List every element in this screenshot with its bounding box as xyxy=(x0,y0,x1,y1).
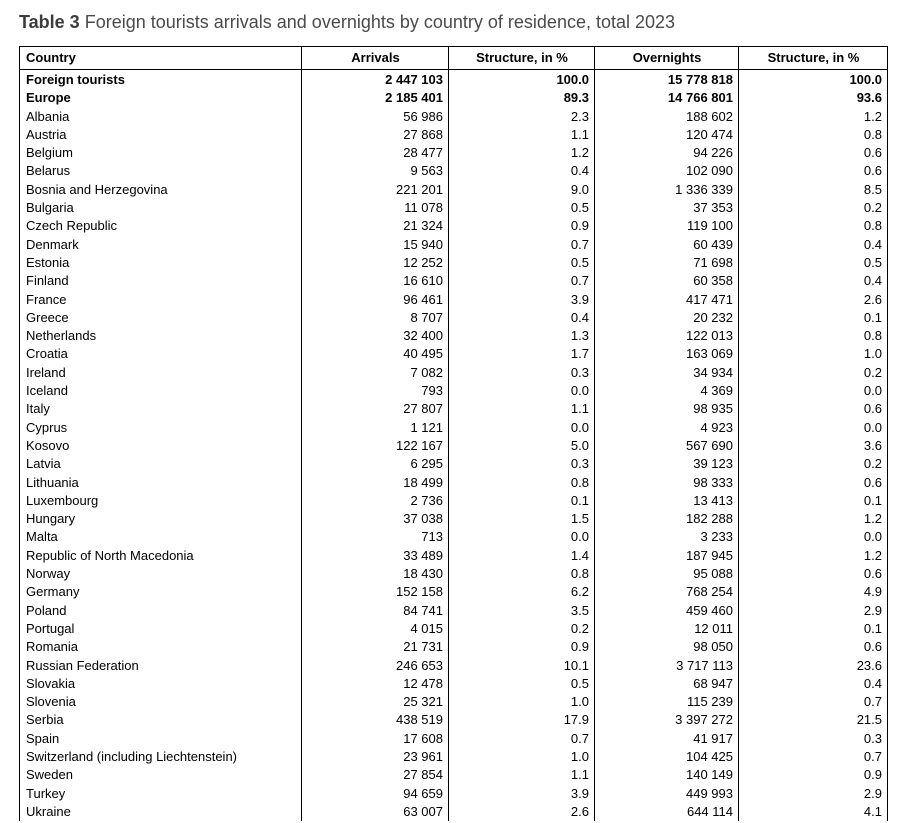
arrivals-cell: 4 015 xyxy=(302,620,449,638)
table-row xyxy=(20,144,888,162)
arrivals-cell: 15 940 xyxy=(302,236,449,254)
arrivals-cell: 11 078 xyxy=(302,199,449,217)
overnights-cell: 3 397 272 xyxy=(595,711,739,729)
overnights-structure-cell: 0.6 xyxy=(739,474,888,492)
table-row xyxy=(20,108,888,126)
overnights-cell: 71 698 xyxy=(595,254,739,272)
table-row xyxy=(20,236,888,254)
table-row xyxy=(20,730,888,748)
arrivals-structure-cell: 0.2 xyxy=(449,620,595,638)
arrivals-structure-cell: 2.3 xyxy=(449,108,595,126)
overnights-structure-cell: 0.5 xyxy=(739,254,888,272)
arrivals-cell: 2 736 xyxy=(302,492,449,510)
country-cell: Cyprus xyxy=(20,419,302,437)
arrivals-structure-cell: 5.0 xyxy=(449,437,595,455)
overnights-structure-cell: 0.4 xyxy=(739,236,888,254)
overnights-cell: 4 369 xyxy=(595,382,739,400)
arrivals-structure-cell: 0.9 xyxy=(449,638,595,656)
country-cell: Germany xyxy=(20,583,302,601)
overnights-structure-cell: 1.2 xyxy=(739,108,888,126)
overnights-structure-cell: 0.6 xyxy=(739,400,888,418)
arrivals-cell: 17 608 xyxy=(302,730,449,748)
overnights-cell: 187 945 xyxy=(595,547,739,565)
arrivals-cell: 12 478 xyxy=(302,675,449,693)
overnights-structure-cell: 0.6 xyxy=(739,162,888,180)
overnights-structure-cell: 0.0 xyxy=(739,528,888,546)
arrivals-cell: 7 082 xyxy=(302,364,449,382)
arrivals-structure-cell: 1.4 xyxy=(449,547,595,565)
country-cell: Serbia xyxy=(20,711,302,729)
arrivals-structure-cell: 1.1 xyxy=(449,400,595,418)
overnights-structure-cell: 0.0 xyxy=(739,382,888,400)
arrivals-cell: 33 489 xyxy=(302,547,449,565)
overnights-cell: 98 935 xyxy=(595,400,739,418)
overnights-cell: 14 766 801 xyxy=(595,89,739,107)
overnights-cell: 37 353 xyxy=(595,199,739,217)
country-cell: Netherlands xyxy=(20,327,302,345)
overnights-structure-cell: 93.6 xyxy=(739,89,888,107)
table-row xyxy=(20,70,888,90)
arrivals-structure-cell: 0.4 xyxy=(449,162,595,180)
table-row xyxy=(20,254,888,272)
overnights-cell: 94 226 xyxy=(595,144,739,162)
arrivals-structure-cell: 1.5 xyxy=(449,510,595,528)
arrivals-structure-cell: 0.8 xyxy=(449,565,595,583)
arrivals-cell: 2 185 401 xyxy=(302,89,449,107)
country-cell: Ukraine xyxy=(20,803,302,821)
overnights-cell: 449 993 xyxy=(595,785,739,803)
table-row xyxy=(20,272,888,290)
arrivals-cell: 12 252 xyxy=(302,254,449,272)
overnights-structure-cell: 2.9 xyxy=(739,785,888,803)
overnights-cell: 768 254 xyxy=(595,583,739,601)
table-row xyxy=(20,785,888,803)
arrivals-cell: 152 158 xyxy=(302,583,449,601)
country-cell: Poland xyxy=(20,602,302,620)
country-cell: Ireland xyxy=(20,364,302,382)
table-caption: Foreign tourists arrivals and overnights by country of residence, total 2023 xyxy=(84,12,676,32)
overnights-structure-cell: 0.6 xyxy=(739,638,888,656)
country-cell: Slovenia xyxy=(20,693,302,711)
arrivals-structure-cell: 0.1 xyxy=(449,492,595,510)
arrivals-cell: 94 659 xyxy=(302,785,449,803)
arrivals-structure-cell: 0.8 xyxy=(449,474,595,492)
table-row xyxy=(20,400,888,418)
arrivals-cell: 63 007 xyxy=(302,803,449,821)
arrivals-structure-cell: 0.4 xyxy=(449,309,595,327)
table-row xyxy=(20,199,888,217)
header-arrivals-structure: Structure, in % xyxy=(449,47,595,70)
arrivals-cell: 96 461 xyxy=(302,291,449,309)
arrivals-cell: 221 201 xyxy=(302,181,449,199)
overnights-cell: 104 425 xyxy=(595,748,739,766)
arrivals-structure-cell: 0.0 xyxy=(449,419,595,437)
country-cell: Belgium xyxy=(20,144,302,162)
country-cell: Europe xyxy=(20,89,302,107)
table-row xyxy=(20,711,888,729)
arrivals-structure-cell: 0.3 xyxy=(449,455,595,473)
overnights-structure-cell: 0.0 xyxy=(739,419,888,437)
arrivals-structure-cell: 0.5 xyxy=(449,254,595,272)
arrivals-cell: 37 038 xyxy=(302,510,449,528)
overnights-structure-cell: 0.4 xyxy=(739,675,888,693)
arrivals-cell: 56 986 xyxy=(302,108,449,126)
country-cell: Croatia xyxy=(20,345,302,363)
table-row xyxy=(20,345,888,363)
overnights-cell: 15 778 818 xyxy=(595,70,739,90)
overnights-structure-cell: 0.2 xyxy=(739,199,888,217)
arrivals-structure-cell: 1.7 xyxy=(449,345,595,363)
table-row xyxy=(20,547,888,565)
arrivals-cell: 246 653 xyxy=(302,657,449,675)
country-cell: Bosnia and Herzegovina xyxy=(20,181,302,199)
overnights-structure-cell: 8.5 xyxy=(739,181,888,199)
table-title xyxy=(19,12,675,33)
country-cell: Denmark xyxy=(20,236,302,254)
overnights-cell: 39 123 xyxy=(595,455,739,473)
overnights-structure-cell: 0.8 xyxy=(739,126,888,144)
table-row xyxy=(20,657,888,675)
overnights-structure-cell: 4.1 xyxy=(739,803,888,821)
overnights-cell: 417 471 xyxy=(595,291,739,309)
overnights-structure-cell: 2.6 xyxy=(739,291,888,309)
arrivals-cell: 122 167 xyxy=(302,437,449,455)
overnights-structure-cell: 0.8 xyxy=(739,217,888,235)
overnights-cell: 41 917 xyxy=(595,730,739,748)
table-row xyxy=(20,181,888,199)
arrivals-structure-cell: 1.0 xyxy=(449,693,595,711)
header-arrivals: Arrivals xyxy=(302,47,449,70)
country-cell: Albania xyxy=(20,108,302,126)
country-cell: Italy xyxy=(20,400,302,418)
overnights-structure-cell: 0.2 xyxy=(739,455,888,473)
arrivals-structure-cell: 0.7 xyxy=(449,730,595,748)
arrivals-structure-cell: 9.0 xyxy=(449,181,595,199)
overnights-structure-cell: 1.0 xyxy=(739,345,888,363)
overnights-structure-cell: 4.9 xyxy=(739,583,888,601)
table-row xyxy=(20,364,888,382)
overnights-structure-cell: 1.2 xyxy=(739,547,888,565)
table-row xyxy=(20,382,888,400)
arrivals-structure-cell: 17.9 xyxy=(449,711,595,729)
header-overnights: Overnights xyxy=(595,47,739,70)
table-row xyxy=(20,162,888,180)
table-row xyxy=(20,675,888,693)
arrivals-cell: 27 807 xyxy=(302,400,449,418)
table-body xyxy=(20,70,888,822)
data-table xyxy=(19,46,888,821)
overnights-structure-cell: 21.5 xyxy=(739,711,888,729)
country-cell: Iceland xyxy=(20,382,302,400)
overnights-cell: 13 413 xyxy=(595,492,739,510)
overnights-structure-cell: 0.7 xyxy=(739,748,888,766)
country-cell: Norway xyxy=(20,565,302,583)
country-cell: Russian Federation xyxy=(20,657,302,675)
overnights-structure-cell: 2.9 xyxy=(739,602,888,620)
overnights-structure-cell: 23.6 xyxy=(739,657,888,675)
country-cell: Lithuania xyxy=(20,474,302,492)
country-cell: Romania xyxy=(20,638,302,656)
overnights-structure-cell: 0.3 xyxy=(739,730,888,748)
table-row xyxy=(20,693,888,711)
arrivals-cell: 18 499 xyxy=(302,474,449,492)
table-row xyxy=(20,583,888,601)
arrivals-cell: 1 121 xyxy=(302,419,449,437)
overnights-cell: 115 239 xyxy=(595,693,739,711)
country-cell: Austria xyxy=(20,126,302,144)
overnights-cell: 68 947 xyxy=(595,675,739,693)
arrivals-cell: 32 400 xyxy=(302,327,449,345)
country-cell: Finland xyxy=(20,272,302,290)
country-cell: Turkey xyxy=(20,785,302,803)
arrivals-structure-cell: 6.2 xyxy=(449,583,595,601)
header-overnights-structure: Structure, in % xyxy=(739,47,888,70)
overnights-structure-cell: 0.9 xyxy=(739,766,888,784)
overnights-cell: 34 934 xyxy=(595,364,739,382)
overnights-structure-cell: 100.0 xyxy=(739,70,888,90)
arrivals-cell: 21 731 xyxy=(302,638,449,656)
arrivals-cell: 23 961 xyxy=(302,748,449,766)
overnights-cell: 182 288 xyxy=(595,510,739,528)
overnights-cell: 644 114 xyxy=(595,803,739,821)
overnights-structure-cell: 0.6 xyxy=(739,144,888,162)
arrivals-structure-cell: 1.3 xyxy=(449,327,595,345)
overnights-structure-cell: 0.4 xyxy=(739,272,888,290)
arrivals-cell: 6 295 xyxy=(302,455,449,473)
overnights-cell: 98 050 xyxy=(595,638,739,656)
overnights-structure-cell: 3.6 xyxy=(739,437,888,455)
overnights-cell: 60 439 xyxy=(595,236,739,254)
arrivals-cell: 18 430 xyxy=(302,565,449,583)
table-row xyxy=(20,327,888,345)
arrivals-structure-cell: 0.9 xyxy=(449,217,595,235)
table-row xyxy=(20,803,888,821)
table-row xyxy=(20,602,888,620)
country-cell: Greece xyxy=(20,309,302,327)
overnights-cell: 20 232 xyxy=(595,309,739,327)
country-cell: Switzerland (including Liechtenstein) xyxy=(20,748,302,766)
table-row xyxy=(20,89,888,107)
arrivals-cell: 438 519 xyxy=(302,711,449,729)
arrivals-structure-cell: 100.0 xyxy=(449,70,595,90)
table-row xyxy=(20,437,888,455)
table-row xyxy=(20,492,888,510)
country-cell: Slovakia xyxy=(20,675,302,693)
table-row xyxy=(20,620,888,638)
country-cell: Republic of North Macedonia xyxy=(20,547,302,565)
arrivals-structure-cell: 1.1 xyxy=(449,126,595,144)
arrivals-structure-cell: 0.7 xyxy=(449,272,595,290)
overnights-cell: 140 149 xyxy=(595,766,739,784)
arrivals-structure-cell: 0.0 xyxy=(449,528,595,546)
country-cell: Latvia xyxy=(20,455,302,473)
overnights-cell: 12 011 xyxy=(595,620,739,638)
overnights-structure-cell: 0.8 xyxy=(739,327,888,345)
country-cell: Luxembourg xyxy=(20,492,302,510)
overnights-cell: 102 090 xyxy=(595,162,739,180)
arrivals-cell: 9 563 xyxy=(302,162,449,180)
arrivals-structure-cell: 3.9 xyxy=(449,291,595,309)
table-row xyxy=(20,638,888,656)
arrivals-structure-cell: 89.3 xyxy=(449,89,595,107)
arrivals-structure-cell: 0.3 xyxy=(449,364,595,382)
overnights-structure-cell: 0.1 xyxy=(739,620,888,638)
table-row xyxy=(20,474,888,492)
arrivals-structure-cell: 1.2 xyxy=(449,144,595,162)
overnights-structure-cell: 0.1 xyxy=(739,492,888,510)
country-cell: Bulgaria xyxy=(20,199,302,217)
country-cell: Kosovo xyxy=(20,437,302,455)
arrivals-cell: 21 324 xyxy=(302,217,449,235)
table-row xyxy=(20,748,888,766)
arrivals-structure-cell: 3.9 xyxy=(449,785,595,803)
overnights-structure-cell: 0.6 xyxy=(739,565,888,583)
overnights-cell: 163 069 xyxy=(595,345,739,363)
country-cell: Portugal xyxy=(20,620,302,638)
country-cell: Sweden xyxy=(20,766,302,784)
country-cell: Czech Republic xyxy=(20,217,302,235)
arrivals-cell: 25 321 xyxy=(302,693,449,711)
arrivals-cell: 8 707 xyxy=(302,309,449,327)
header-country: Country xyxy=(20,47,302,70)
arrivals-structure-cell: 1.0 xyxy=(449,748,595,766)
table-row xyxy=(20,528,888,546)
table-row xyxy=(20,419,888,437)
table-row xyxy=(20,291,888,309)
table-row xyxy=(20,510,888,528)
country-cell: Malta xyxy=(20,528,302,546)
arrivals-structure-cell: 0.7 xyxy=(449,236,595,254)
arrivals-structure-cell: 2.6 xyxy=(449,803,595,821)
overnights-structure-cell: 0.2 xyxy=(739,364,888,382)
overnights-cell: 188 602 xyxy=(595,108,739,126)
arrivals-cell: 84 741 xyxy=(302,602,449,620)
table-row xyxy=(20,565,888,583)
table-row xyxy=(20,766,888,784)
arrivals-structure-cell: 0.0 xyxy=(449,382,595,400)
arrivals-cell: 27 854 xyxy=(302,766,449,784)
overnights-structure-cell: 1.2 xyxy=(739,510,888,528)
table-number: Table 3 xyxy=(19,12,80,32)
country-cell: Foreign tourists xyxy=(20,70,302,90)
overnights-cell: 3 233 xyxy=(595,528,739,546)
arrivals-structure-cell: 1.1 xyxy=(449,766,595,784)
table-row xyxy=(20,309,888,327)
table-row xyxy=(20,217,888,235)
overnights-cell: 567 690 xyxy=(595,437,739,455)
overnights-cell: 459 460 xyxy=(595,602,739,620)
overnights-cell: 1 336 339 xyxy=(595,181,739,199)
overnights-cell: 98 333 xyxy=(595,474,739,492)
arrivals-structure-cell: 3.5 xyxy=(449,602,595,620)
country-cell: France xyxy=(20,291,302,309)
arrivals-cell: 40 495 xyxy=(302,345,449,363)
overnights-cell: 95 088 xyxy=(595,565,739,583)
overnights-structure-cell: 0.1 xyxy=(739,309,888,327)
arrivals-structure-cell: 10.1 xyxy=(449,657,595,675)
arrivals-cell: 27 868 xyxy=(302,126,449,144)
overnights-cell: 60 358 xyxy=(595,272,739,290)
arrivals-cell: 2 447 103 xyxy=(302,70,449,90)
overnights-cell: 120 474 xyxy=(595,126,739,144)
arrivals-structure-cell: 0.5 xyxy=(449,675,595,693)
table-row xyxy=(20,126,888,144)
country-cell: Spain xyxy=(20,730,302,748)
overnights-cell: 122 013 xyxy=(595,327,739,345)
overnights-cell: 4 923 xyxy=(595,419,739,437)
overnights-cell: 119 100 xyxy=(595,217,739,235)
header-row xyxy=(20,47,888,70)
arrivals-cell: 28 477 xyxy=(302,144,449,162)
country-cell: Hungary xyxy=(20,510,302,528)
arrivals-cell: 793 xyxy=(302,382,449,400)
table-row xyxy=(20,455,888,473)
overnights-cell: 3 717 113 xyxy=(595,657,739,675)
arrivals-cell: 16 610 xyxy=(302,272,449,290)
arrivals-cell: 713 xyxy=(302,528,449,546)
country-cell: Estonia xyxy=(20,254,302,272)
overnights-structure-cell: 0.7 xyxy=(739,693,888,711)
country-cell: Belarus xyxy=(20,162,302,180)
arrivals-structure-cell: 0.5 xyxy=(449,199,595,217)
